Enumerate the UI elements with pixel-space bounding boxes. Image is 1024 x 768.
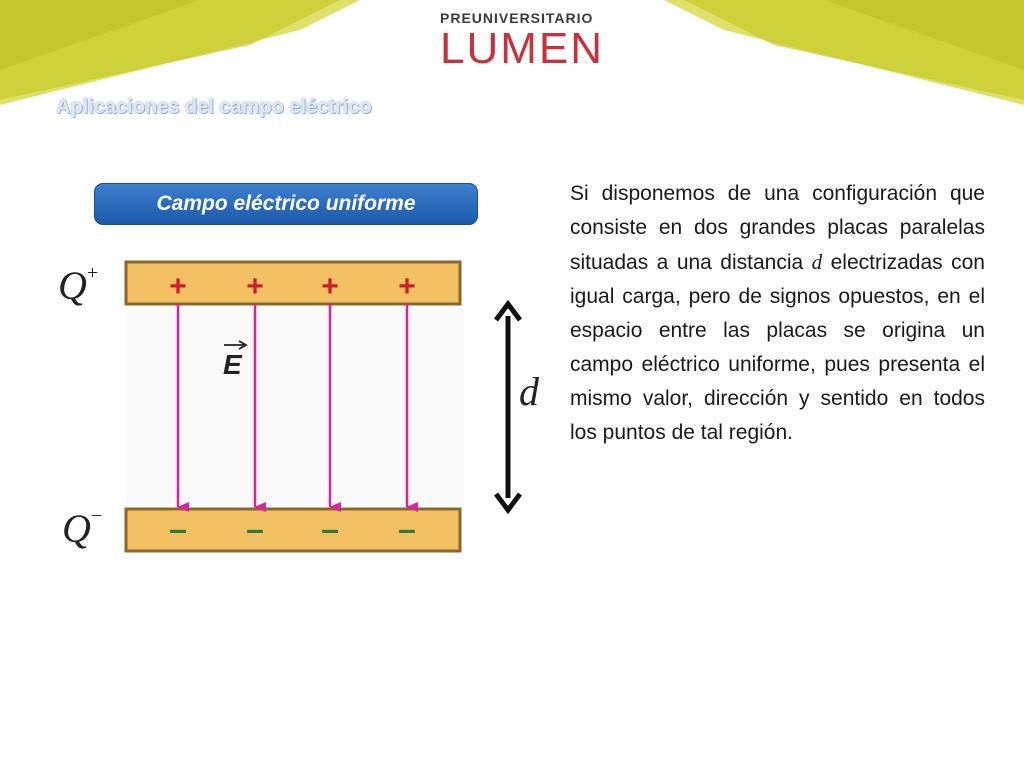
parallel-plates-diagram	[120, 250, 470, 560]
slide-title: Aplicaciones del campo eléctrico	[56, 96, 372, 118]
field-symbol: E	[223, 349, 242, 380]
distance-variable: d	[811, 250, 823, 274]
diagram-heading	[94, 183, 478, 225]
decorative-corner-right	[664, 0, 1024, 110]
minus-sign: –	[321, 511, 339, 547]
plus-sign: +	[246, 270, 264, 303]
diagram-heading-text: Campo eléctrico uniforme	[156, 192, 416, 215]
minus-sign: –	[169, 511, 187, 547]
minus-sign: –	[398, 511, 416, 547]
minus-sign: –	[246, 511, 264, 547]
plus-sign: +	[398, 270, 416, 303]
q-positive-label: Q+	[58, 261, 99, 308]
distance-label: d	[519, 369, 539, 414]
plus-sign: +	[169, 270, 187, 303]
brand-logo	[440, 10, 605, 73]
q-negative-label: Q−	[62, 504, 103, 551]
decorative-corner-left	[0, 0, 360, 110]
plus-sign: +	[321, 270, 339, 303]
brand-main-text: LUMEN	[440, 24, 605, 73]
explanation-paragraph: Si disponemos de una configuración que consiste en dos grandes placas paralelas situadas a una distancia d electrizadas con igual carga, pero de signos opuestos, en el espacio entre las placas se origina un campo eléctrico uniforme, pues presenta el mismo valor, dirección y sentido en todos los puntos de tal región.	[570, 182, 985, 444]
brand-top-text: PREUNIVERSITARIO	[440, 10, 594, 26]
